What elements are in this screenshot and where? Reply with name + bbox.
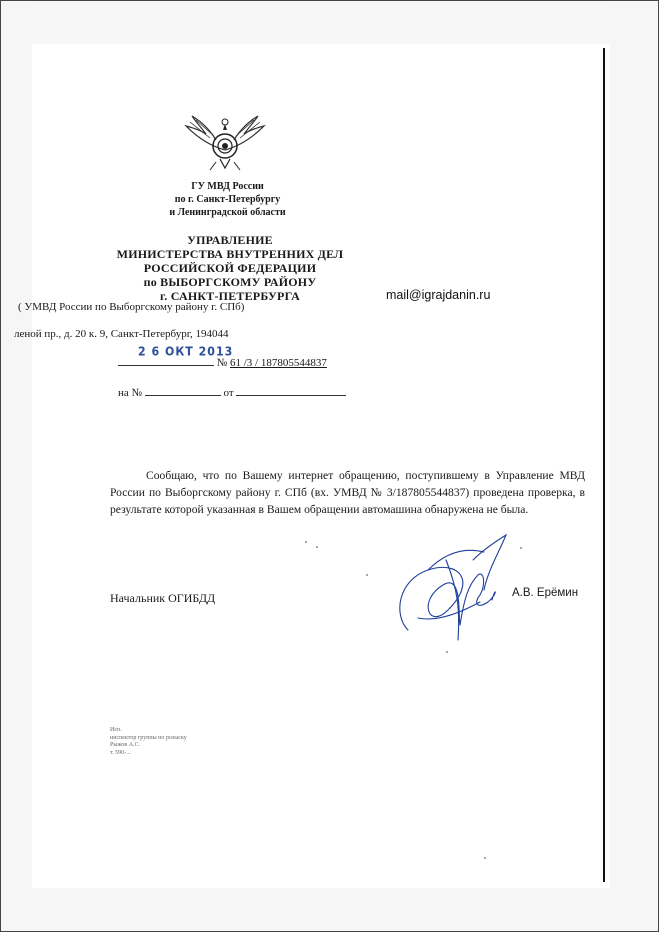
footer-line: инспектор группы по розыску bbox=[110, 734, 187, 741]
org-line-3: и Ленинградской области bbox=[169, 207, 286, 218]
signatory-position: Начальник ОГИБДД bbox=[110, 591, 216, 605]
footer-line: Исп. bbox=[110, 727, 122, 733]
outgoing-number: 61 /3 / 187805544837 bbox=[230, 357, 327, 369]
dept-address: леной пр., д. 20 к. 9, Санкт-Петербург, 194044 bbox=[14, 328, 229, 340]
footer-line: Рыжов А.С. bbox=[110, 742, 141, 748]
dept-abbreviation: ( УМВД России по Выборгскому району г. СПб) bbox=[18, 301, 245, 313]
dept-line-3: РОССИЙСКОЙ ФЕДЕРАЦИИ bbox=[143, 261, 317, 275]
body-paragraph: Сообщаю, что по Вашему интернет обращению, поступившему в Управление МВД России по Выборгскому району г. СПб (вх. УМВД № 3/187805544837) проведена проверка, в результате которой указанная в Вашем обращении автомашина обнаружена не была. bbox=[110, 469, 585, 516]
reference-from-label: от bbox=[223, 387, 234, 399]
dept-line-5: г. САНКТ-ПЕТЕРБУРГА bbox=[160, 289, 300, 303]
date-stamp: 2 6 ОКТ 2013 bbox=[138, 344, 234, 359]
footer-line: т. 590-... bbox=[110, 749, 131, 756]
dept-line-4: по ВЫБОРГСКОМУ РАЙОНУ bbox=[143, 275, 317, 289]
org-line-2: по г. Санкт-Петербургу bbox=[174, 194, 281, 205]
outgoing-number-prefix: № bbox=[216, 357, 228, 369]
org-line-1: ГУ МВД России bbox=[191, 181, 264, 192]
dept-line-2: МИНИСТЕРСТВА ВНУТРЕННИХ ДЕЛ bbox=[116, 247, 344, 261]
signatory-name: А.В. Ерёмин bbox=[512, 587, 579, 599]
recipient-email: mail@igrajdanin.ru bbox=[386, 288, 491, 302]
reference-prefix: на № bbox=[118, 387, 143, 399]
dept-line-1: УПРАВЛЕНИЕ bbox=[187, 233, 273, 247]
